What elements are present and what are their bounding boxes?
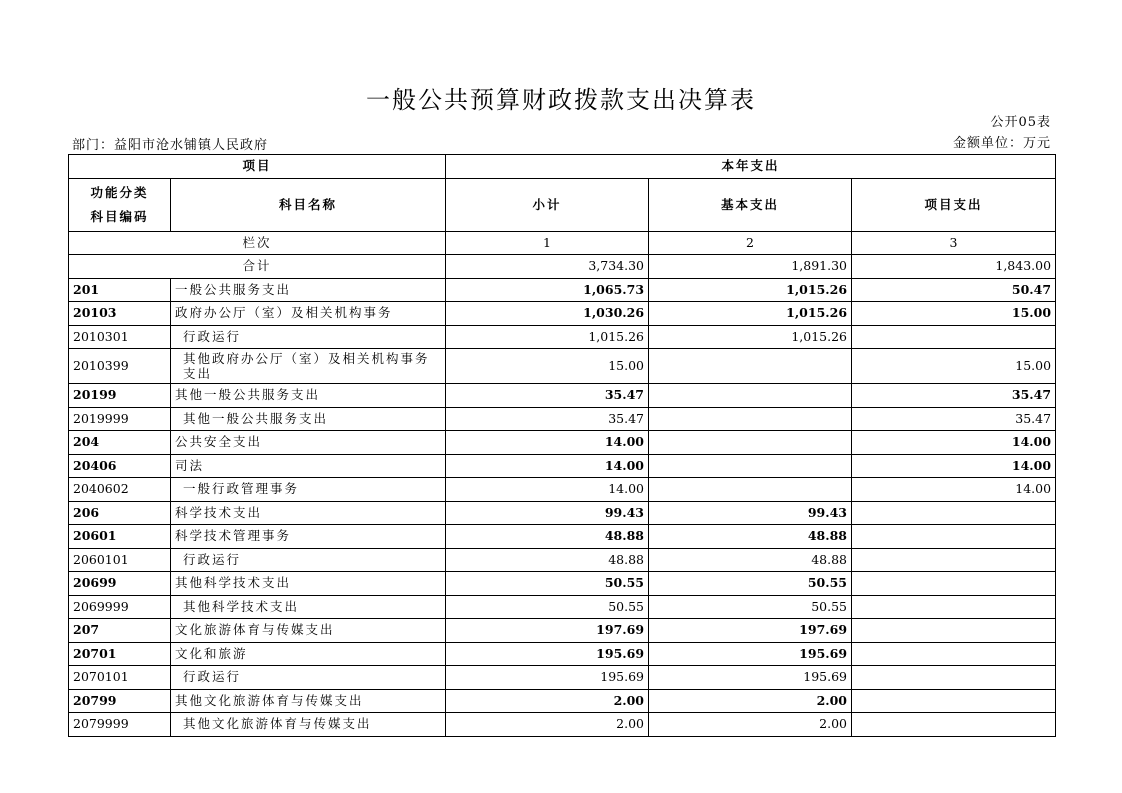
row-project: 14.00: [852, 431, 1056, 455]
row-subject-name: 其他文化旅游体育与传媒支出: [171, 689, 446, 713]
row-code: 2010301: [69, 325, 171, 349]
table-row: [69, 666, 1056, 690]
row-project: 15.00: [852, 349, 1056, 384]
table-row: [69, 478, 1056, 502]
row-project: 15.00: [852, 302, 1056, 326]
table-row: [69, 713, 1056, 737]
row-subtotal: 50.55: [446, 572, 649, 596]
row-basic: [649, 478, 852, 502]
row-project: [852, 572, 1056, 596]
row-subtotal: 35.47: [446, 384, 649, 408]
table-row: [69, 384, 1056, 408]
table-row: [69, 349, 1056, 384]
row-subtotal: 48.88: [446, 548, 649, 572]
row-project: 35.47: [852, 407, 1056, 431]
row-subtotal: 195.69: [446, 666, 649, 690]
total-label: 合计: [69, 255, 446, 279]
row-project: [852, 619, 1056, 643]
row-subtotal: 2.00: [446, 689, 649, 713]
row-project: [852, 689, 1056, 713]
row-basic: 195.69: [649, 666, 852, 690]
header-row-2: [69, 178, 1056, 231]
row-project: 50.47: [852, 278, 1056, 302]
row-project: [852, 713, 1056, 737]
column-number-row: [69, 231, 1056, 255]
expenditure-table: [68, 154, 1056, 737]
row-subtotal: 15.00: [446, 349, 649, 384]
row-code: 2069999: [69, 595, 171, 619]
row-subtotal: 14.00: [446, 454, 649, 478]
row-code: 2019999: [69, 407, 171, 431]
table-row: [69, 302, 1056, 326]
row-code: 201: [69, 278, 171, 302]
row-subtotal: 14.00: [446, 478, 649, 502]
header-func-code-line2: 科目编码: [90, 208, 149, 224]
table-row: [69, 595, 1056, 619]
table-row: [69, 572, 1056, 596]
row-subtotal: 35.47: [446, 407, 649, 431]
total-project: 1,843.00: [852, 255, 1056, 279]
row-basic: 197.69: [649, 619, 852, 643]
row-code: 2010399: [69, 349, 171, 384]
row-project: [852, 501, 1056, 525]
report-title: 一般公共预算财政拨款支出决算表: [366, 86, 756, 114]
row-basic: 50.55: [649, 595, 852, 619]
total-row: [69, 255, 1056, 279]
row-code: 20601: [69, 525, 171, 549]
row-code: 20799: [69, 689, 171, 713]
row-subtotal: 197.69: [446, 619, 649, 643]
row-subtotal: 195.69: [446, 642, 649, 666]
row-code: 20699: [69, 572, 171, 596]
row-basic: 2.00: [649, 713, 852, 737]
row-subtotal: 99.43: [446, 501, 649, 525]
header-project-exp: 项目支出: [852, 178, 1056, 231]
row-code: 204: [69, 431, 171, 455]
header-subtotal: 小计: [446, 178, 649, 231]
row-code: 20406: [69, 454, 171, 478]
row-subject-name: 其他一般公共服务支出: [171, 407, 446, 431]
row-basic: [649, 384, 852, 408]
row-subtotal: 50.55: [446, 595, 649, 619]
header-subject-name: 科目名称: [171, 178, 446, 231]
row-project: [852, 325, 1056, 349]
row-subject-name: 一般行政管理事务: [171, 478, 446, 502]
row-basic: 1,015.26: [649, 278, 852, 302]
row-project: 14.00: [852, 454, 1056, 478]
row-basic: 99.43: [649, 501, 852, 525]
row-subject-name: 科学技术支出: [171, 501, 446, 525]
row-subject-name: 公共安全支出: [171, 431, 446, 455]
table-row: [69, 642, 1056, 666]
header-basic: 基本支出: [649, 178, 852, 231]
row-code: 20103: [69, 302, 171, 326]
row-subject-name: 行政运行: [171, 666, 446, 690]
row-subject-name: 科学技术管理事务: [171, 525, 446, 549]
row-subject-name: 文化和旅游: [171, 642, 446, 666]
table-row: [69, 325, 1056, 349]
row-subject-name: 其他科学技术支出: [171, 595, 446, 619]
row-project: [852, 525, 1056, 549]
total-basic: 1,891.30: [649, 255, 852, 279]
table-row: [69, 548, 1056, 572]
row-basic: 2.00: [649, 689, 852, 713]
total-subtotal: 3,734.30: [446, 255, 649, 279]
row-subject-name: 行政运行: [171, 548, 446, 572]
row-project: [852, 595, 1056, 619]
header-func-code: [69, 178, 171, 231]
row-project: [852, 642, 1056, 666]
row-subtotal: 14.00: [446, 431, 649, 455]
row-basic: 48.88: [649, 548, 852, 572]
row-project: 14.00: [852, 478, 1056, 502]
column-label: 栏次: [69, 231, 446, 255]
row-code: 206: [69, 501, 171, 525]
row-basic: [649, 454, 852, 478]
row-subject-name: 其他一般公共服务支出: [171, 384, 446, 408]
table-row: [69, 619, 1056, 643]
row-basic: [649, 349, 852, 384]
row-code: 2040602: [69, 478, 171, 502]
row-subtotal: 1,015.26: [446, 325, 649, 349]
row-code: 2079999: [69, 713, 171, 737]
row-basic: 48.88: [649, 525, 852, 549]
row-subject-name: 政府办公厅（室）及相关机构事务: [171, 302, 446, 326]
amount-unit: 金额单位：万元: [952, 136, 1051, 151]
header-current-year: 本年支出: [446, 155, 1056, 179]
table-row: [69, 501, 1056, 525]
doc-code: 公开05表: [990, 115, 1051, 130]
column-3: 3: [852, 231, 1056, 255]
row-code: 2060101: [69, 548, 171, 572]
row-basic: 1,015.26: [649, 325, 852, 349]
row-subject-name: 其他科学技术支出: [171, 572, 446, 596]
table-row: [69, 689, 1056, 713]
row-basic: [649, 431, 852, 455]
row-basic: 50.55: [649, 572, 852, 596]
column-1: 1: [446, 231, 649, 255]
row-subtotal: 1,065.73: [446, 278, 649, 302]
table-row: [69, 278, 1056, 302]
row-subject-name: 司法: [171, 454, 446, 478]
row-subject-name: 其他文化旅游体育与传媒支出: [171, 713, 446, 737]
row-project: [852, 666, 1056, 690]
row-code: 20199: [69, 384, 171, 408]
row-subject-name: 行政运行: [171, 325, 446, 349]
table-row: [69, 431, 1056, 455]
row-basic: 195.69: [649, 642, 852, 666]
row-subtotal: 2.00: [446, 713, 649, 737]
table-row: [69, 454, 1056, 478]
row-code: 207: [69, 619, 171, 643]
row-basic: [649, 407, 852, 431]
department-label: 部门：益阳市沧水铺镇人民政府: [72, 138, 269, 153]
row-code: 2070101: [69, 666, 171, 690]
row-subject-name: 文化旅游体育与传媒支出: [171, 619, 446, 643]
row-subtotal: 1,030.26: [446, 302, 649, 326]
row-project: 35.47: [852, 384, 1056, 408]
row-basic: 1,015.26: [649, 302, 852, 326]
row-subtotal: 48.88: [446, 525, 649, 549]
column-2: 2: [649, 231, 852, 255]
header-row-1: [69, 155, 1056, 179]
row-project: [852, 548, 1056, 572]
header-project: 项目: [69, 155, 446, 179]
table-row: [69, 407, 1056, 431]
table-row: [69, 525, 1056, 549]
header-func-code-line1: 功能分类: [90, 184, 149, 200]
row-subject-name: 一般公共服务支出: [171, 278, 446, 302]
row-code: 20701: [69, 642, 171, 666]
row-subject-name: 其他政府办公厅（室）及相关机构事务支出: [171, 349, 446, 384]
